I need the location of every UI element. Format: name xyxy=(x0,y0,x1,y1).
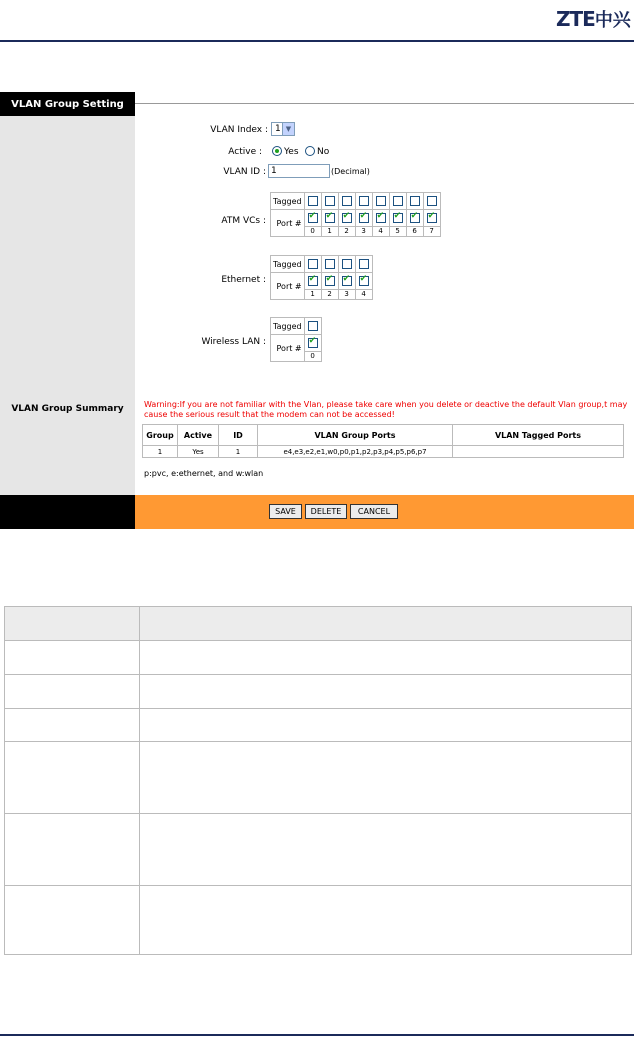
tagged-cell xyxy=(423,193,440,210)
port-number: 2 xyxy=(338,227,355,237)
table-row xyxy=(5,675,632,709)
atm-tagged-checkbox[interactable] xyxy=(393,196,403,206)
port-number: 0 xyxy=(304,352,321,362)
summary-column-header: VLAN Group Ports xyxy=(258,425,453,446)
eth-port-checkbox[interactable] xyxy=(325,276,335,286)
parameter-description-table xyxy=(4,606,632,955)
eth-port-row xyxy=(271,273,373,290)
atm-port-checkbox[interactable] xyxy=(376,213,386,223)
eth-tagged-checkbox[interactable] xyxy=(308,259,318,269)
wlan-port-checkbox[interactable] xyxy=(308,338,318,348)
tagged-label: Tagged xyxy=(271,193,305,210)
atm-port-checkbox[interactable] xyxy=(359,213,369,223)
tagged-cell xyxy=(355,193,372,210)
port-number: 1 xyxy=(321,227,338,237)
summary-cell xyxy=(453,446,624,458)
atm-tagged-checkbox[interactable] xyxy=(308,196,318,206)
table-row xyxy=(5,814,632,886)
atm-tagged-checkbox[interactable] xyxy=(342,196,352,206)
vlan-id-unit: (Decimal) xyxy=(331,167,370,176)
wireless-lan-label: Wireless LAN : xyxy=(201,337,266,347)
eth-port-checkbox[interactable] xyxy=(308,276,318,286)
port-number: 3 xyxy=(338,290,355,300)
port-cell xyxy=(355,210,372,227)
wlan-tagged-row xyxy=(271,318,322,335)
port-cell xyxy=(423,210,440,227)
tagged-cell xyxy=(304,318,321,335)
port-number: 1 xyxy=(304,290,321,300)
atm-port-checkbox[interactable] xyxy=(427,213,437,223)
summary-column-header: VLAN Tagged Ports xyxy=(453,425,624,446)
summary-column-header: Active xyxy=(178,425,219,446)
eth-port-checkbox[interactable] xyxy=(342,276,352,286)
summary-cell: e4,e3,e2,e1,w0,p0,p1,p2,p3,p4,p5,p6,p7 xyxy=(258,446,453,458)
warning-text: Warning:If you are not familiar with the Vlan, please take care when you delete or deactive the default Vlan group,t may cause the serious result that the modem can not be accessed! xyxy=(144,400,628,419)
wireless-lan-table xyxy=(270,317,322,362)
port-number: 4 xyxy=(355,290,372,300)
active-no-label: No xyxy=(317,147,330,157)
atm-port-checkbox[interactable] xyxy=(410,213,420,223)
port-number: 6 xyxy=(406,227,423,237)
table-row xyxy=(5,742,632,814)
port-number: 4 xyxy=(372,227,389,237)
atm-tagged-checkbox[interactable] xyxy=(427,196,437,206)
tagged-cell xyxy=(338,193,355,210)
table-row xyxy=(5,641,632,675)
summary-cell: 1 xyxy=(219,446,258,458)
eth-tagged-checkbox[interactable] xyxy=(359,259,369,269)
port-cell xyxy=(304,273,321,290)
eth-port-checkbox[interactable] xyxy=(359,276,369,286)
atm-port-checkbox[interactable] xyxy=(325,213,335,223)
atm-tagged-checkbox[interactable] xyxy=(376,196,386,206)
delete-button[interactable]: DELETE xyxy=(305,504,347,519)
vlan-id-label: VLAN ID : xyxy=(223,167,266,177)
footer-left xyxy=(0,495,135,529)
footer-rule xyxy=(0,1034,634,1036)
port-cell xyxy=(355,273,372,290)
atm-vcs-table xyxy=(270,192,441,237)
cancel-button[interactable]: CANCEL xyxy=(350,504,398,519)
panel-title: VLAN Group Setting xyxy=(0,92,135,116)
tagged-label: Tagged xyxy=(271,318,305,335)
vlan-id-input[interactable]: 1 xyxy=(268,164,330,178)
zte-logo: ZTE中兴 xyxy=(556,7,631,31)
title-divider xyxy=(135,103,634,104)
port-cell xyxy=(372,210,389,227)
tagged-cell xyxy=(338,256,355,273)
summary-cell: Yes xyxy=(178,446,219,458)
port-cell xyxy=(304,335,321,352)
chevron-down-icon: ▼ xyxy=(282,123,294,135)
active-label: Active : xyxy=(228,147,262,157)
atm-port-row xyxy=(271,210,441,227)
header-rule xyxy=(0,40,634,42)
save-button[interactable]: SAVE xyxy=(269,504,302,519)
vlan-index-value: 1 xyxy=(275,124,281,134)
port-label: Port # xyxy=(271,335,305,362)
port-number: 3 xyxy=(355,227,372,237)
tagged-label: Tagged xyxy=(271,256,305,273)
eth-tagged-checkbox[interactable] xyxy=(342,259,352,269)
port-cell xyxy=(389,210,406,227)
left-label-column xyxy=(0,92,135,529)
table-row xyxy=(143,446,624,458)
vlan-summary-table xyxy=(142,424,624,458)
vlan-group-panel xyxy=(0,92,634,529)
eth-tagged-row xyxy=(271,256,373,273)
table-header-row xyxy=(5,607,632,641)
summary-column-header: Group xyxy=(143,425,178,446)
port-number: 2 xyxy=(321,290,338,300)
port-label: Port # xyxy=(271,273,305,300)
port-label: Port # xyxy=(271,210,305,237)
vlan-index-select[interactable] xyxy=(271,122,295,136)
atm-tagged-checkbox[interactable] xyxy=(325,196,335,206)
port-legend: p:pvc, e:ethernet, and w:wlan xyxy=(144,469,264,478)
tagged-cell xyxy=(321,193,338,210)
summary-header-row xyxy=(143,425,624,446)
tagged-cell xyxy=(321,256,338,273)
port-cell xyxy=(321,273,338,290)
atm-port-checkbox[interactable] xyxy=(393,213,403,223)
ethernet-label: Ethernet : xyxy=(221,275,266,285)
atm-port-checkbox[interactable] xyxy=(308,213,318,223)
atm-port-checkbox[interactable] xyxy=(342,213,352,223)
active-no-radio[interactable] xyxy=(305,146,315,156)
wlan-tagged-checkbox[interactable] xyxy=(308,321,318,331)
atm-tagged-checkbox[interactable] xyxy=(410,196,420,206)
active-yes-radio[interactable] xyxy=(272,146,282,156)
wlan-port-row xyxy=(271,335,322,352)
port-cell xyxy=(304,210,321,227)
port-cell xyxy=(338,273,355,290)
port-number: 0 xyxy=(304,227,321,237)
tagged-cell xyxy=(389,193,406,210)
tagged-cell xyxy=(355,256,372,273)
port-cell xyxy=(338,210,355,227)
port-number: 5 xyxy=(389,227,406,237)
atm-tagged-checkbox[interactable] xyxy=(359,196,369,206)
port-cell xyxy=(406,210,423,227)
summary-column-header: ID xyxy=(219,425,258,446)
summary-label: VLAN Group Summary xyxy=(11,404,124,414)
tagged-cell xyxy=(372,193,389,210)
ethernet-table xyxy=(270,255,373,300)
tagged-cell xyxy=(304,193,321,210)
active-yes-label: Yes xyxy=(284,147,299,157)
port-cell xyxy=(321,210,338,227)
atm-tagged-row xyxy=(271,193,441,210)
summary-cell: 1 xyxy=(143,446,178,458)
port-number: 7 xyxy=(423,227,440,237)
vlan-index-label: VLAN Index : xyxy=(210,125,268,135)
table-row xyxy=(5,886,632,955)
tagged-cell xyxy=(406,193,423,210)
atm-vcs-label: ATM VCs : xyxy=(221,216,266,226)
table-row xyxy=(5,709,632,742)
eth-tagged-checkbox[interactable] xyxy=(325,259,335,269)
tagged-cell xyxy=(304,256,321,273)
